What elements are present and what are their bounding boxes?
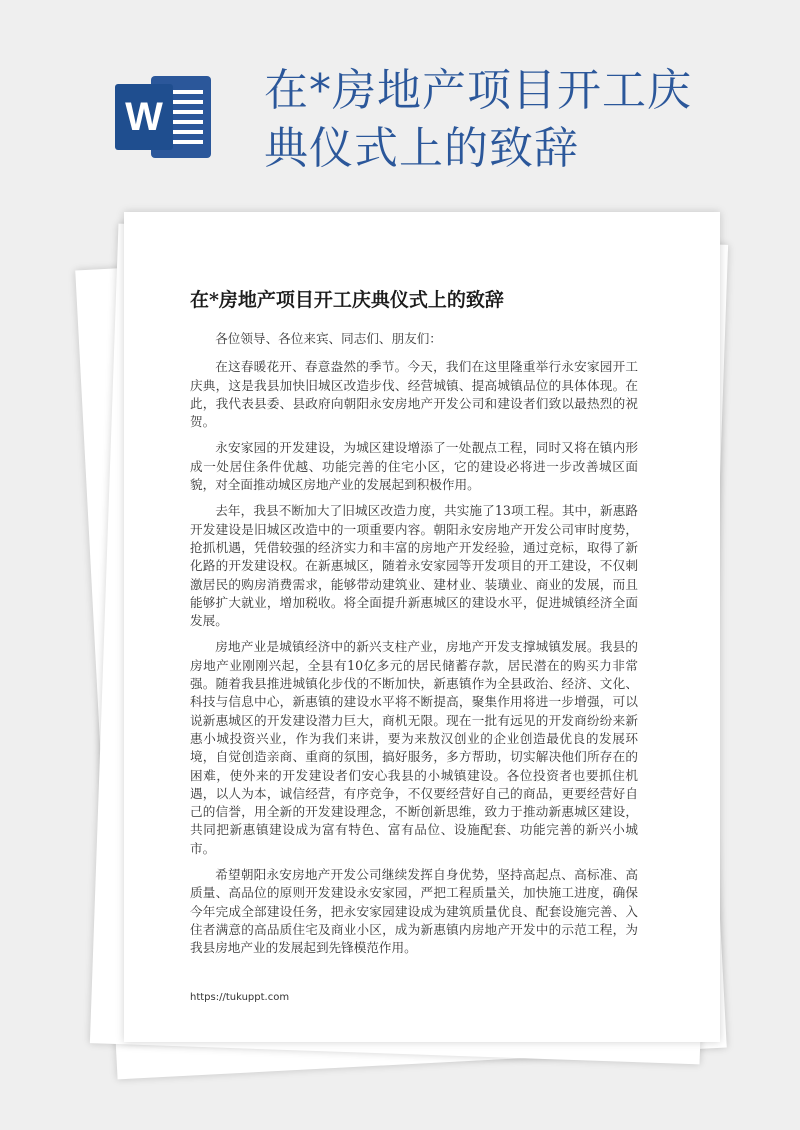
document-body [190, 330, 638, 966]
paragraph: 去年，我县不断加大了旧城区改造力度，共实施了13项工程。其中，新惠路开发建设是旧城区改造中的一项重要内容。朝阳永安房地产开发公司审时度势，抢抓机遇，凭借较强的经济实力和丰富的房地产开发经验，通过竞标，取得了新化路的开发建设权。在新惠城区，随着永安家园等开发项目的开工建设，不仅刺激居民的购房消费需求，能够带动建筑业、建材业、装璜业、商业的发展，而且能够扩大就业，增加税收。将全面提升新惠城区的建设水平，促进城镇经济全面发展。 [190, 503, 638, 629]
word-document-icon [113, 70, 215, 164]
source-url: https://tukuppt.com [190, 992, 290, 1003]
header-banner [0, 0, 800, 200]
paragraph: 房地产业是城镇经济中的新兴支柱产业，房地产开发支撑城镇发展。我县的房地产业刚刚兴起，全县有10亿多元的居民储蓄存款，居民潜在的购买力非常强。随着我县推进城镇化步伐的不断加快，新惠镇作为全县政治、经济、文化、科技与信息中心，新惠镇的建设水平将不断提高，聚集作用将进一步增强，可以说新惠城区的开发建设潜力巨大，商机无限。现在一批有远见的开发商纷纷来新惠小城投资兴业，作为我们来讲，要为来敖汉创业的企业创造最优良的发展环境，自觉创造亲商、重商的氛围，搞好服务，多方帮助，切实解决他们所存在的困难，使外来的开发建设者们安心我县的小城镇建设。各位投资者也要抓住机遇，以人为本，诚信经营，有序竞争，不仅要经营好自己的商品，更要经营好自己的信誉，用全新的开发建设理念，不断创新思维，致力于推动新惠城区建设，共同把新惠镇建设成为富有特色、富有品位、设施配套、功能完善的新兴小城市。 [190, 639, 638, 856]
header-title-line2: 典仪式上的致辞 [264, 123, 579, 174]
salutation: 各位领导、各位来宾、同志们、朋友们： [215, 331, 442, 346]
paragraph: 希望朝阳永安房地产开发公司继续发挥自身优势，坚持高起点、高标准、高质量、高品位的原则开发建设永安家园，严把工程质量关，加快施工进度，确保今年完成全部建设任务，把永安家园建设成为建筑质量优良、配套设施完善、入住者满意的高品质住宅及商业小区，成为新惠镇内房地产开发中的示范工程，为我县房地产业的发展起到先锋模范作用。 [190, 867, 638, 956]
paragraph: 永安家园的开发建设，为城区建设增添了一处靓点工程，同时又将在镇内形成一处居住条件优越、功能完善的住宅小区，它的建设必将进一步改善城区面貌，对全面推动城区房地产业的发展起到积极作用。 [190, 440, 638, 493]
paragraph: 在这春暖花开、春意盎然的季节。今天，我们在这里隆重举行永安家园开工庆典，这是我县加快旧城区改造步伐、经营城镇、提高城镇品位的具体体现。在此，我代表县委、县政府向朝阳永安房地产开发公司和建设者们致以最热烈的祝贺。 [190, 359, 638, 430]
header-title-line1: 在*房地产项目开工庆 [264, 65, 692, 116]
document-title: 在*房地产项目开工庆典仪式上的致辞 [190, 289, 504, 311]
word-icon-letter: W [125, 95, 163, 139]
header-title [264, 62, 764, 178]
